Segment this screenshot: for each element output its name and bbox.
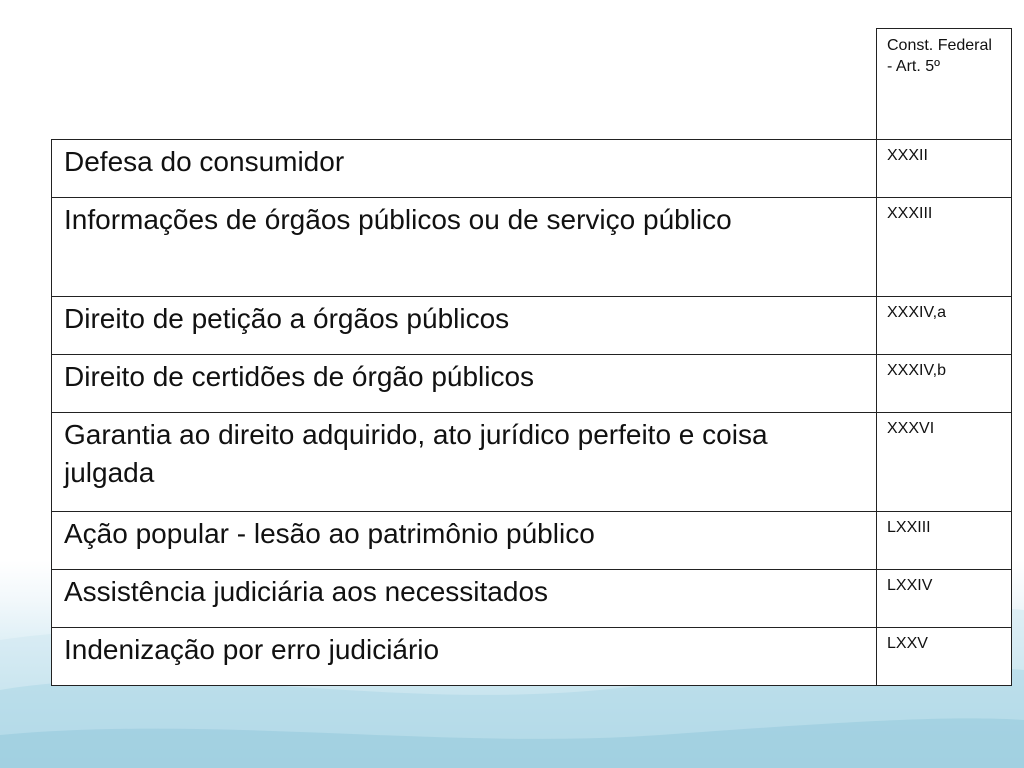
- row-description: Indenização por erro judiciário: [52, 628, 877, 686]
- row-article: LXXIV: [877, 570, 1012, 628]
- row-article: XXXII: [877, 140, 1012, 198]
- table-row: [52, 512, 1012, 570]
- row-article: LXXIII: [877, 512, 1012, 570]
- row-description: Garantia ao direito adquirido, ato jurídico perfeito e coisa julgada: [52, 413, 877, 512]
- row-description: Informações de órgãos públicos ou de serviço público: [52, 198, 877, 297]
- row-article: LXXV: [877, 628, 1012, 686]
- row-description: Direito de petição a órgãos públicos: [52, 297, 877, 355]
- row-description: Ação popular - lesão ao patrimônio público: [52, 512, 877, 570]
- header-article-cell: Const. Federal - Art. 5º: [877, 29, 1012, 140]
- table-row: [52, 570, 1012, 628]
- row-description: Assistência judiciária aos necessitados: [52, 570, 877, 628]
- table-row: [52, 413, 1012, 512]
- table-header-row: [52, 29, 1012, 140]
- row-description: Defesa do consumidor: [52, 140, 877, 198]
- header-empty-cell: [52, 29, 877, 140]
- row-article: XXXIV,b: [877, 355, 1012, 413]
- table-row: [52, 355, 1012, 413]
- rights-table: [51, 28, 1012, 686]
- table-row: [52, 198, 1012, 297]
- table-row: [52, 628, 1012, 686]
- row-article: XXXIII: [877, 198, 1012, 297]
- row-description: Direito de certidões de órgão públicos: [52, 355, 877, 413]
- row-article: XXXIV,a: [877, 297, 1012, 355]
- table-row: [52, 140, 1012, 198]
- row-article: XXXVI: [877, 413, 1012, 512]
- rights-table-wrapper: [51, 28, 1012, 686]
- table-row: [52, 297, 1012, 355]
